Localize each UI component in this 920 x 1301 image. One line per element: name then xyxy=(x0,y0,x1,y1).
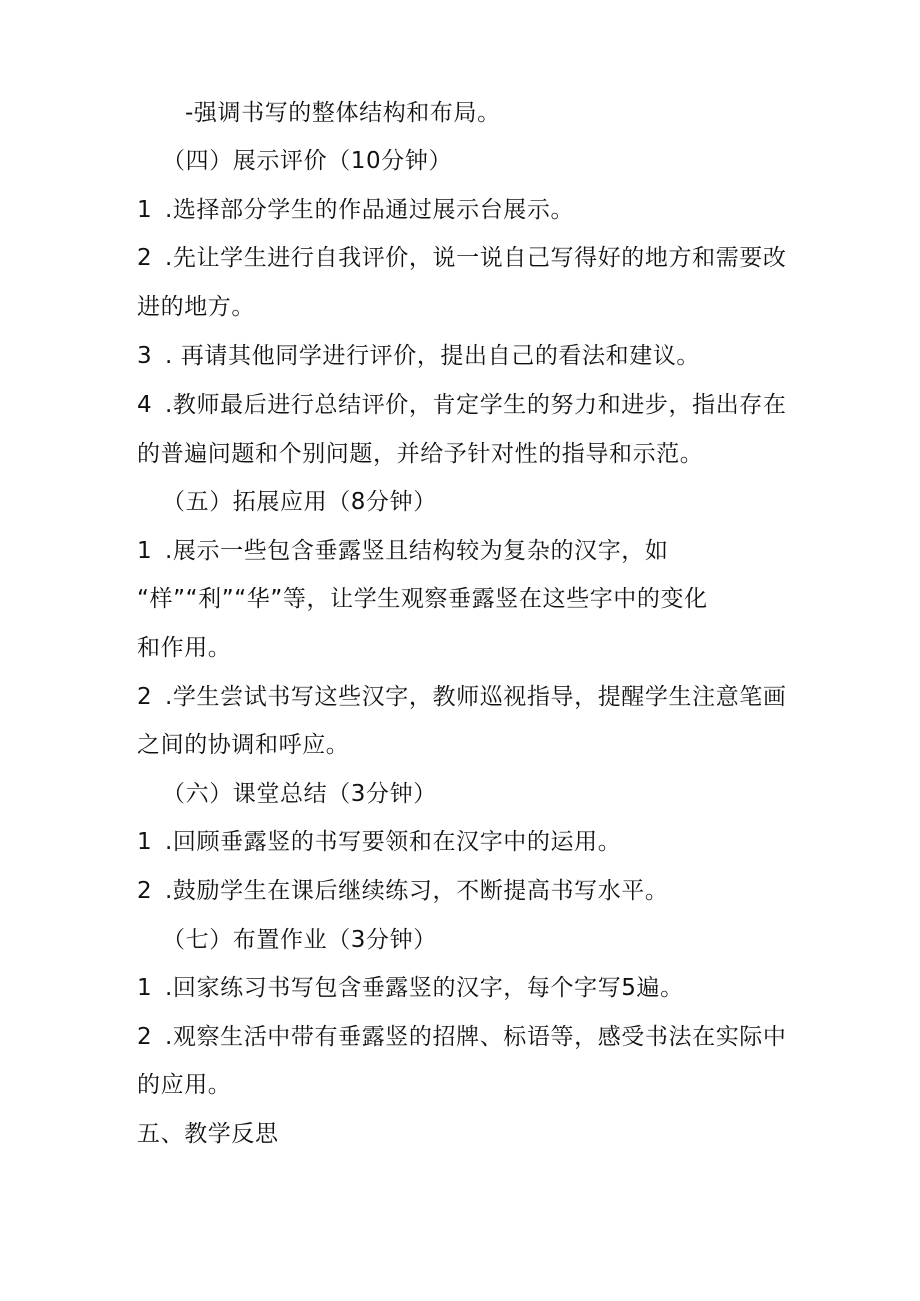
list-item: 1 .展示一些包含垂露竖且结构较为复杂的汉字，如 xyxy=(137,538,669,564)
list-item: 1 .选择部分学生的作品通过展示台展示。 xyxy=(137,197,575,223)
list-item: 2 .学生尝试书写这些汉字，教师巡视指导，提醒学生注意笔画 xyxy=(137,684,787,710)
paragraph-line: 的普遍问题和个别问题，并给予针对性的指导和示范。 xyxy=(137,441,704,467)
paragraph-line: 和作用。 xyxy=(137,635,232,661)
paragraph-line: -强调书写的整体结构和布局。 xyxy=(185,100,501,126)
list-item: 1 .回家练习书写包含垂露竖的汉字，每个字写5遍。 xyxy=(137,975,684,1001)
list-item: 2 .观察生活中带有垂露竖的招牌、标语等，感受书法在实际中 xyxy=(137,1024,787,1050)
section-heading: （四）展示评价（10分钟） xyxy=(162,148,453,174)
paragraph-line: “样”“利”“华”等，让学生观察垂露竖在这些字中的变化 xyxy=(137,586,708,612)
list-item: 3 . 再请其他同学进行评价，提出自己的看法和建议。 xyxy=(137,343,701,369)
section-heading: （五）拓展应用（8分钟） xyxy=(162,489,437,515)
paragraph-line: 进的地方。 xyxy=(137,294,255,320)
list-item: 2 .先让学生进行自我评价，说一说自己写得好的地方和需要改 xyxy=(137,245,787,271)
list-item: 1 .回顾垂露竖的书写要领和在汉字中的运用。 xyxy=(137,829,622,855)
list-item: 2 .鼓励学生在课后继续练习，不断提高书写水平。 xyxy=(137,878,669,904)
section-heading: （七）布置作业（3分钟） xyxy=(162,927,437,953)
section-heading: （六）课堂总结（3分钟） xyxy=(162,781,437,807)
paragraph-line: 的应用。 xyxy=(137,1072,232,1098)
paragraph-line: 之间的协调和呼应。 xyxy=(137,732,350,758)
list-item: 4 .教师最后进行总结评价，肯定学生的努力和进步，指出存在 xyxy=(137,392,787,418)
chapter-heading: 五、教学反思 xyxy=(137,1121,279,1147)
